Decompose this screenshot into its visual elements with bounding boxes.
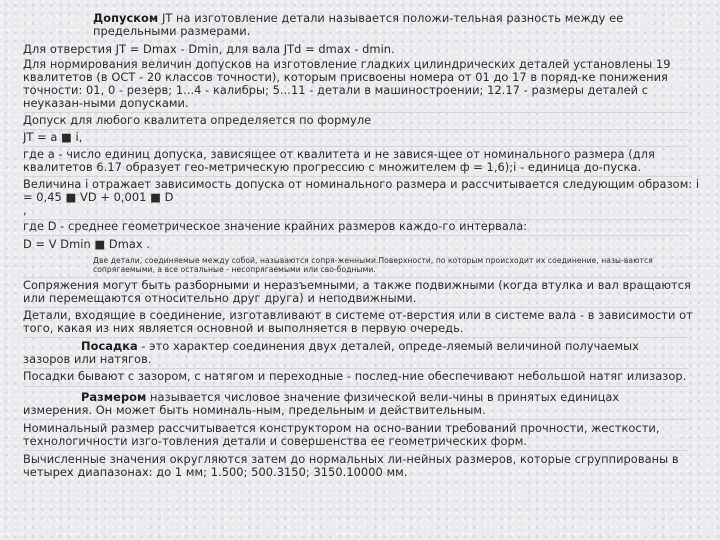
divider bbox=[23, 419, 688, 420]
small-text-line: Две детали, соединяемые между собой, называются сопря-женными.Поверхности, по которым происходит их соединение, назы-ваются bbox=[93, 256, 653, 265]
text-line: где D - среднее геометрическое значение крайних размеров каждо-го интервала: bbox=[23, 219, 528, 233]
text-line: того, какая из них является основной и выполняется в первую очередь. bbox=[23, 321, 464, 335]
term-fit: Посадка bbox=[81, 339, 138, 353]
text-line: технологичности изго-товления детали и совершенства ее геометрических форм. bbox=[23, 434, 528, 448]
text-line: квалитетов 6.17 образует гео-метрическую прогрессию с множителем ф = 1,6);i - единица до-пуска. bbox=[23, 160, 642, 174]
text-line: квалитетов (в ОСТ - 20 классов точности), которым присвоены номера от 01 до 17 в поряд-ке понижения bbox=[23, 70, 668, 84]
text-line: Сопряжения могут быть разборными и неразъемными, а также подвижными (когда втулка и вал вращаются bbox=[23, 278, 691, 292]
text-line: Номинальный размер рассчитывается конструктором на осно-вании требований прочности, жесткости, bbox=[23, 421, 660, 435]
formula-line: JT = a ■ i, bbox=[23, 130, 83, 144]
text-line: Для отверстия JT = Dmax - Dmin, для вала JTd = dmax - dmin. bbox=[23, 42, 395, 56]
text-line: точности: 01, 0 - резерв; 1...4 - калибры; 5...11 - детали в машиностроении; 12.17 - размеры деталей с bbox=[23, 83, 649, 97]
divider bbox=[23, 337, 688, 338]
text-line: предельными размерами. bbox=[93, 24, 251, 38]
text-line: Вычисленные значения округляются затем до нормальных ли-нейных размеров, которые сгруппированы в bbox=[23, 452, 679, 466]
term-size: Размером bbox=[81, 390, 147, 404]
text-line: Размером называется числовое значение физической вели-чины в принятых единицах bbox=[81, 390, 620, 404]
text-line: , bbox=[23, 203, 27, 217]
text-line: измерения. Он может быть номиналь-ным, предельным и действительным. bbox=[23, 403, 486, 417]
divider bbox=[23, 386, 688, 387]
text-line: или перемещаются относительно друг друга) и неподвижными. bbox=[23, 291, 417, 305]
text-line: Величина i отражает зависимость допуска от номинального размера и рассчитывается следующим образом: i bbox=[23, 177, 700, 191]
formula-line: D = V Dmin ■ Dmax . bbox=[23, 237, 151, 251]
divider bbox=[23, 450, 688, 451]
text-line: где a - число единиц допуска, зависящее от квалитета и не завися-щее от номинального размера (для bbox=[23, 147, 655, 161]
divider bbox=[23, 129, 688, 130]
text-line: Для нормирования величин допусков на изготовление гладких цилиндрических деталей установлены 19 bbox=[23, 57, 671, 71]
text-line: Детали, входящие в соединение, изготавливают в системе от-верстия или в системе вала - в зависимости от bbox=[23, 308, 693, 322]
text-line: Допуском JT на изготовление детали называется положи-тельная разность между ее bbox=[93, 11, 624, 25]
formula-line: = 0,45 ■ VD + 0,001 ■ D bbox=[23, 190, 174, 204]
term-tolerance: Допуском bbox=[93, 11, 159, 25]
text-line: четырех диапазонах: до 1 мм; 1.500; 500.3150; 3150.10000 мм. bbox=[23, 465, 408, 479]
text-line: зазоров или натягов. bbox=[23, 352, 152, 366]
text-line: Посадка - это характер соединения двух деталей, опреде-ляемый величиной получаемых bbox=[81, 339, 639, 353]
text-line: Посадки бывают с зазором, с натягом и переходные - послед-ние обеспечивают небольшой натяг илизазор. bbox=[23, 369, 687, 383]
text-line: неуказан-ными допусками. bbox=[23, 96, 189, 110]
divider bbox=[23, 235, 688, 236]
small-text-line: сопрягаемыми, а все остальные - несопрягаемыми или сво-бодными. bbox=[93, 265, 376, 274]
text-line: Допуск для любого квалитета определяется по формуле bbox=[23, 113, 372, 127]
